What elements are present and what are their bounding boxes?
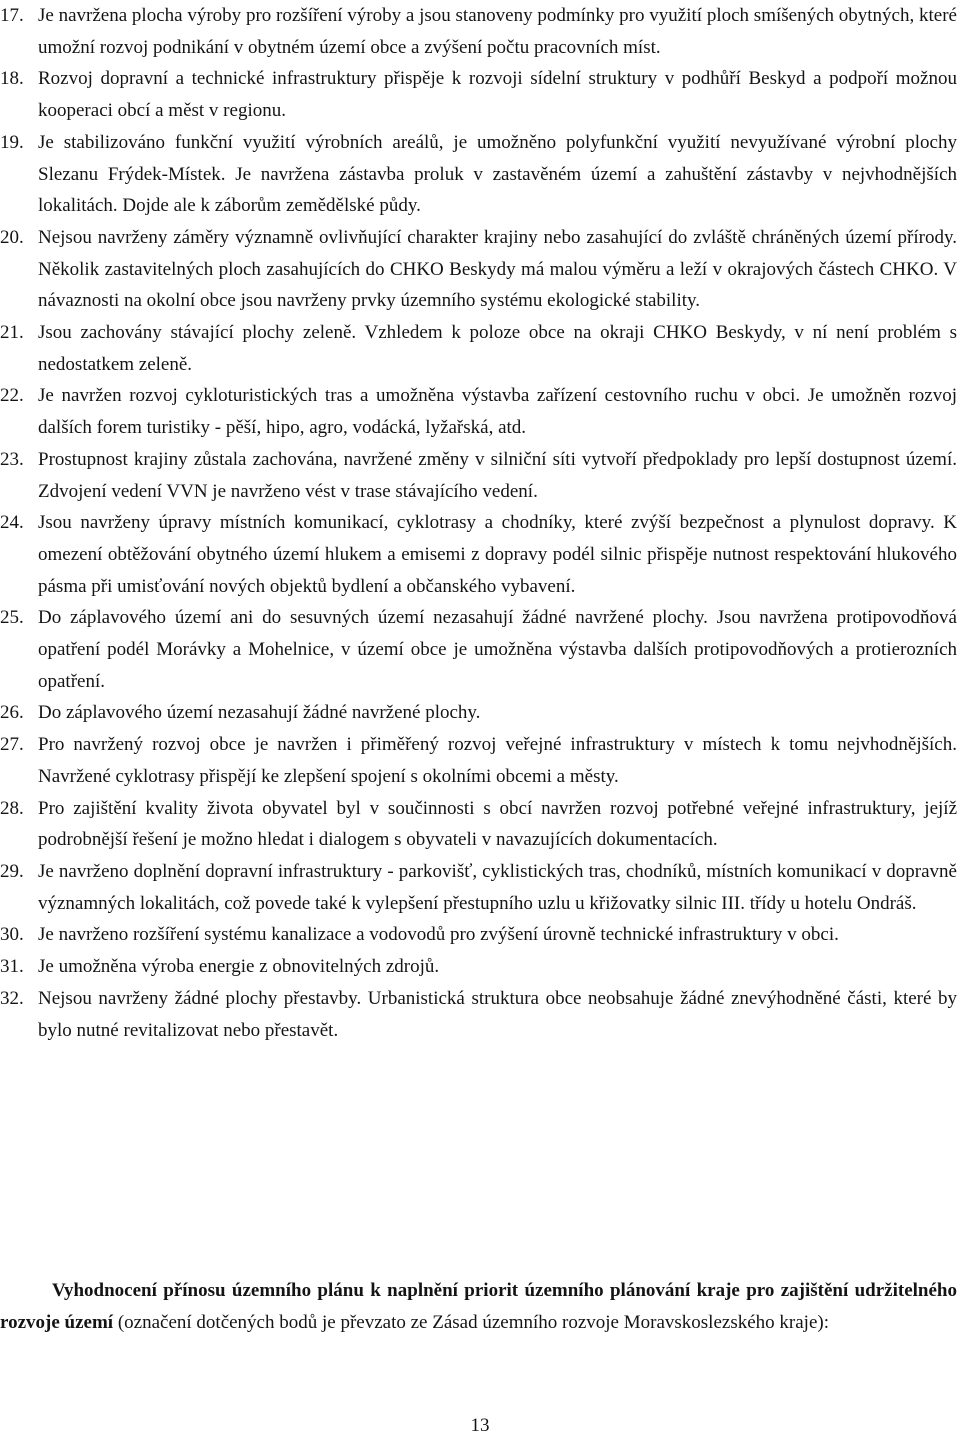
item-number: 27. [0,734,24,756]
item-number: 25. [0,607,24,629]
item-text: Je navrženo rozšíření systému kanalizace a vodovodů pro zvýšení úrovně technické infrastruktury v obci. [38,924,839,946]
list-item [0,507,957,602]
item-text: Je navržena plocha výroby pro rozšíření výroby a jsou stanoveny podmínky pro využití ploch smíšených obytných, které umožní rozvoj podnikání v obytném území obce a zvýšení počtu pracovních míst. [38,5,957,58]
item-number: 30. [0,924,24,946]
evaluation-heading: Vyhodnocení přínosu územního plánu k naplnění priorit územního plánování kraje pro zajištění udržitelného rozvoje území [0,1280,957,1333]
list-item [0,444,957,507]
list-item [0,951,957,983]
list-item [0,380,957,443]
list-item [0,919,957,951]
item-number: 18. [0,68,24,90]
item-number: 19. [0,131,24,153]
item-text: Do záplavového území ani do sesuvných území nezasahují žádné navržené plochy. Jsou navržena protipovodňová opatření podél Morávky a Mohelnice, v území obce je umožněna výstavba dalších protipovodňových a protierozních opatření. [38,607,957,692]
list-item [0,127,957,222]
item-number: 23. [0,448,24,470]
list-item [0,63,957,126]
item-number: 28. [0,797,24,819]
item-number: 32. [0,987,24,1009]
priorities-evaluation-paragraph [0,1275,957,1338]
list-item [0,729,957,792]
item-number: 21. [0,322,24,344]
list-item [0,793,957,856]
item-number: 26. [0,702,24,724]
item-text: Jsou navrženy úpravy místních komunikací, cyklotrasy a chodníky, které zvýší bezpečnost a plynulost dopravy. K omezení obtěžování obytného území hlukem a emisemi z dopravy podél silnic přispěje nutnost respektování hlukového pásma při umisťování nových objektů bydlení a občanského vybavení. [38,512,957,597]
item-text: Prostupnost krajiny zůstala zachována, navržené změny v silniční síti vytvoří předpoklady pro lepší dostupnost území. Zdvojení vedení VVN je navrženo vést v trase stávajícího vedení. [38,448,957,502]
item-number: 29. [0,860,24,882]
item-number: 17. [0,5,24,26]
item-text: Rozvoj dopravní a technické infrastruktury přispěje k rozvoji sídelní struktury v podhůří Beskyd a podpoří možnou kooperaci obcí a měst v regionu. [38,68,957,122]
item-number: 20. [0,226,24,248]
list-item [0,222,957,317]
item-text: Nejsou navrženy záměry významně ovlivňující charakter krajiny nebo zasahující do zvláště chráněných území přírody. Několik zastavitelných ploch zasahujících do CHKO Beskydy má malou výměru a leží v okrajových částech CHKO. V návaznosti na okolní obce jsou navrženy prvky územního systému ekologické stability. [38,226,957,312]
evaluation-note: (označení dotčených bodů je převzato ze Zásad územního rozvoje Moravskoslezského kraje): [113,1311,829,1333]
item-text: Je navrženo doplnění dopravní infrastruktury - parkovišť, cyklistických tras, chodníků, místních komunikací v dopravně významných lokalitách, což povede také k vylepšení přestupního uzlu u křižovatky silnic III. třídy u hotelu Ondráš. [38,860,957,914]
list-item [0,317,957,380]
item-number: 22. [0,385,24,407]
list-item [0,602,957,697]
item-text: Do záplavového území nezasahují žádné navržené plochy. [38,702,481,724]
list-item [0,856,957,919]
page-number: 13 [470,1415,490,1436]
item-text: Je umožněna výroba energie z obnovitelných zdrojů. [38,956,440,978]
list-item [0,697,957,729]
item-text: Pro navržený rozvoj obce je navržen i přiměřený rozvoj veřejné infrastruktury v místech k tomu nejvhodnějších. Navržené cyklotrasy přispějí ke zlepšení spojení s okolními obcemi a městy. [38,734,957,787]
item-text: Nejsou navrženy žádné plochy přestavby. Urbanistická struktura obce neobsahuje žádné znevýhodněné části, které by bylo nutné revitalizovat nebo přestavět. [38,987,957,1041]
item-text: Pro zajištění kvality života obyvatel byl v součinnosti s obcí navržen rozvoj potřebné veřejné infrastruktury, jejíž podrobnější řešení je možno hledat i dialogem s obyvateli v navazujících dokumentacích. [38,797,957,851]
item-text: Je navržen rozvoj cykloturistických tras a umožněna výstavba zařízení cestovního ruchu v obci. Je umožněn rozvoj dalších forem turistiky - pěší, hipo, agro, vodácká, lyžařská, atd. [38,385,957,439]
item-number: 24. [0,512,24,534]
list-item [0,983,957,1046]
item-number: 31. [0,956,24,978]
item-text: Je stabilizováno funkční využití výrobních areálů, je umožněno polyfunkční využití nevyužívané výrobní plochy Slezanu Frýdek-Místek. Je navržena zástavba proluk v zastavěném území a zahuštění zástavby v nejvhodnějších lokalitách. Dojde ale k záborům zemědělské půdy. [38,131,957,217]
item-text: Jsou zachovány stávající plochy zeleně. Vzhledem k poloze obce na okraji CHKO Beskydy, v ní není problém s nedostatkem zeleně. [38,322,957,375]
list-item [0,0,957,63]
